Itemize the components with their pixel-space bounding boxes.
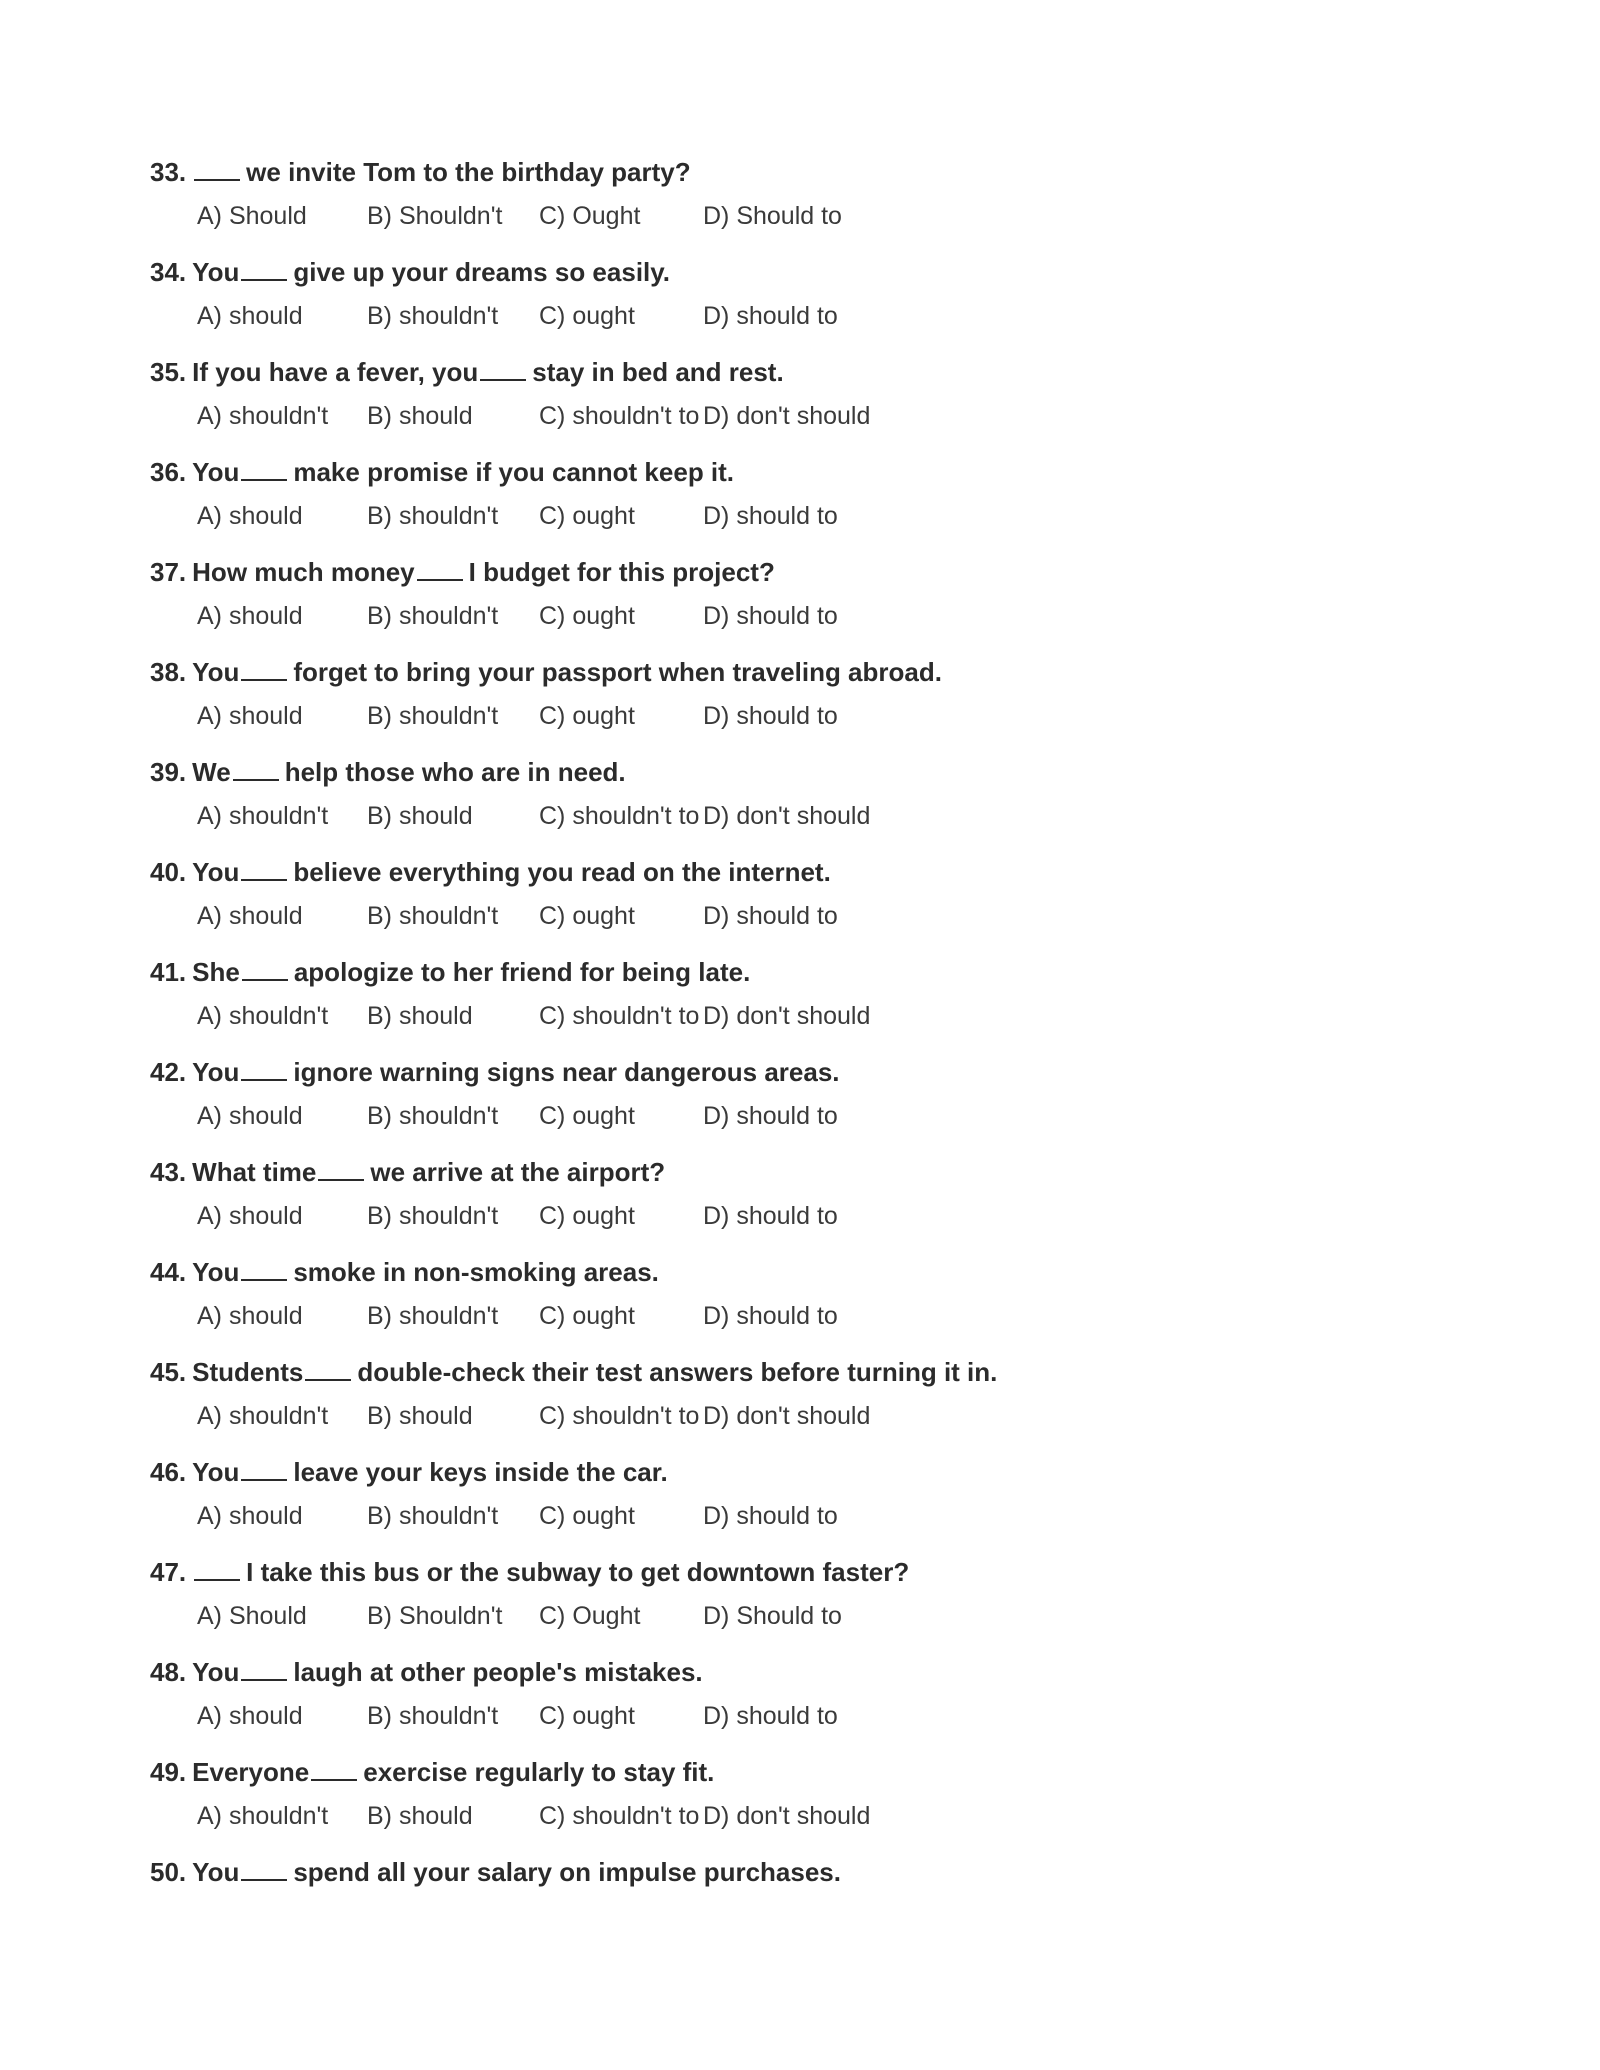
question-item	[150, 1350, 1450, 1450]
answer-option: A) shouldn't	[197, 802, 329, 830]
question-stem-after: forget to bring your passport when traveling abroad.	[293, 657, 942, 687]
answer-options	[150, 994, 1450, 1038]
answer-option: A) should	[197, 1502, 303, 1530]
question-number: 34.	[150, 257, 187, 287]
answer-options	[150, 1194, 1450, 1238]
question-item	[150, 250, 1450, 350]
answer-option: C) ought	[539, 902, 635, 930]
question-stem-after: stay in bed and rest.	[532, 357, 784, 387]
question-stem-after: laugh at other people's mistakes.	[293, 1657, 703, 1687]
answer-options	[150, 394, 1450, 438]
answer-blank	[241, 455, 287, 481]
question-number: 45.	[150, 1357, 187, 1387]
answer-option: C) shouldn't to	[539, 1002, 700, 1030]
answer-option: B) shouldn't	[367, 702, 499, 730]
question-text	[150, 1450, 1450, 1494]
question-item	[150, 1450, 1450, 1550]
question-stem-after: smoke in non-smoking areas.	[293, 1257, 659, 1287]
question-stem-before: You	[192, 257, 240, 287]
question-stem-after: spend all your salary on impulse purchases.	[293, 1857, 841, 1887]
question-text	[150, 1350, 1450, 1394]
answer-option: D) should to	[703, 502, 838, 530]
question-item	[150, 1550, 1450, 1650]
question-text	[150, 1750, 1450, 1794]
answer-option: C) shouldn't to	[539, 802, 700, 830]
question-text	[150, 1650, 1450, 1694]
question-number: 38.	[150, 657, 187, 687]
question-number: 50.	[150, 1857, 187, 1887]
question-stem-before: She	[192, 957, 240, 987]
answer-option: A) shouldn't	[197, 1402, 329, 1430]
question-item	[150, 1050, 1450, 1150]
answer-option: A) should	[197, 302, 303, 330]
answer-blank	[241, 855, 287, 881]
answer-blank	[242, 955, 288, 981]
question-text	[150, 1250, 1450, 1294]
question-stem-before: You	[192, 657, 240, 687]
answer-option: B) should	[367, 1002, 473, 1030]
answer-option: C) ought	[539, 302, 635, 330]
question-text	[150, 1150, 1450, 1194]
question-stem-before: You	[192, 1057, 240, 1087]
answer-option: B) Shouldn't	[367, 1602, 503, 1630]
answer-option: D) should to	[703, 1202, 838, 1230]
question-stem-before: If you have a fever, you	[192, 357, 479, 387]
answer-options	[150, 894, 1450, 938]
question-item	[150, 1850, 1450, 1950]
answer-blank	[233, 755, 279, 781]
question-item	[150, 750, 1450, 850]
question-stem-after: we arrive at the airport?	[370, 1157, 666, 1187]
question-number: 36.	[150, 457, 187, 487]
question-item	[150, 950, 1450, 1050]
answer-option: B) should	[367, 1402, 473, 1430]
question-stem-before: You	[192, 1657, 240, 1687]
question-text	[150, 250, 1450, 294]
answer-option: D) should to	[703, 602, 838, 630]
answer-blank	[241, 1255, 287, 1281]
answer-option: A) should	[197, 902, 303, 930]
question-stem-before: You	[192, 1857, 240, 1887]
answer-option: A) should	[197, 1702, 303, 1730]
question-number: 44.	[150, 1257, 187, 1287]
answer-options	[150, 1494, 1450, 1538]
answer-options	[150, 694, 1450, 738]
question-item	[150, 850, 1450, 950]
answer-options	[150, 1594, 1450, 1638]
question-stem-after: we invite Tom to the birthday party?	[246, 157, 691, 187]
question-stem-before: You	[192, 1457, 240, 1487]
answer-option: B) should	[367, 1802, 473, 1830]
answer-option: C) Ought	[539, 202, 641, 230]
question-number: 40.	[150, 857, 187, 887]
answer-options	[150, 1294, 1450, 1338]
answer-option: B) should	[367, 802, 473, 830]
question-stem-before: You	[192, 857, 240, 887]
answer-option: B) shouldn't	[367, 1502, 499, 1530]
question-item	[150, 150, 1450, 250]
question-stem-after: give up your dreams so easily.	[293, 257, 671, 287]
answer-option: C) ought	[539, 502, 635, 530]
answer-options	[150, 194, 1450, 238]
answer-blank	[194, 155, 240, 181]
answer-option: B) shouldn't	[367, 602, 499, 630]
question-stem-before: We	[192, 757, 231, 787]
answer-option: D) should to	[703, 902, 838, 930]
answer-option: B) shouldn't	[367, 1702, 499, 1730]
question-stem-before: Students	[192, 1357, 304, 1387]
question-text	[150, 650, 1450, 694]
question-stem-after: believe everything you read on the internet.	[293, 857, 831, 887]
answer-options	[150, 1694, 1450, 1738]
answer-blank	[305, 1355, 351, 1381]
answer-option: A) shouldn't	[197, 1002, 329, 1030]
answer-option: C) shouldn't to	[539, 1802, 700, 1830]
question-stem-before: You	[192, 457, 240, 487]
question-stem-after: make promise if you cannot keep it.	[293, 457, 735, 487]
question-stem-before: You	[192, 1257, 240, 1287]
question-stem-after: help those who are in need.	[284, 757, 626, 787]
question-text	[150, 350, 1450, 394]
question-text	[150, 1550, 1450, 1594]
answer-blank	[241, 1055, 287, 1081]
question-stem-before: How much money	[192, 557, 415, 587]
answer-option: D) should to	[703, 302, 838, 330]
question-stem-before: Everyone	[192, 1757, 310, 1787]
answer-options	[150, 294, 1450, 338]
question-number: 39.	[150, 757, 187, 787]
question-stem-after: double-check their test answers before turning it in.	[357, 1357, 998, 1387]
answer-option: B) Shouldn't	[367, 202, 503, 230]
question-number: 33.	[150, 157, 187, 187]
answer-option: C) ought	[539, 602, 635, 630]
question-number: 43.	[150, 1157, 187, 1187]
question-stem-after: ignore warning signs near dangerous areas.	[293, 1057, 840, 1087]
answer-option: C) Ought	[539, 1602, 641, 1630]
answer-options	[150, 794, 1450, 838]
answer-option: D) don't should	[703, 402, 871, 430]
answer-option: D) don't should	[703, 1002, 871, 1030]
question-item	[150, 1150, 1450, 1250]
question-stem-before: What time	[192, 1157, 317, 1187]
answer-option: B) shouldn't	[367, 1102, 499, 1130]
question-text	[150, 550, 1450, 594]
answer-blank	[318, 1155, 364, 1181]
question-item	[150, 650, 1450, 750]
answer-blank	[241, 1455, 287, 1481]
answer-option: C) ought	[539, 1702, 635, 1730]
answer-option: B) shouldn't	[367, 1202, 499, 1230]
question-item	[150, 450, 1450, 550]
answer-option: C) ought	[539, 702, 635, 730]
question-item	[150, 350, 1450, 450]
answer-option: A) shouldn't	[197, 1802, 329, 1830]
answer-option: A) should	[197, 502, 303, 530]
answer-option: C) ought	[539, 1302, 635, 1330]
question-number: 46.	[150, 1457, 187, 1487]
answer-option: D) don't should	[703, 802, 871, 830]
question-number: 47.	[150, 1557, 187, 1587]
question-text	[150, 850, 1450, 894]
answer-blank	[241, 655, 287, 681]
question-text	[150, 750, 1450, 794]
answer-option: D) should to	[703, 1702, 838, 1730]
answer-option: D) should to	[703, 1302, 838, 1330]
answer-options	[150, 594, 1450, 638]
answer-option: D) Should to	[703, 1602, 842, 1630]
answer-options	[150, 1394, 1450, 1438]
question-number: 42.	[150, 1057, 187, 1087]
question-number: 49.	[150, 1757, 187, 1787]
question-number: 35.	[150, 357, 187, 387]
answer-option: A) should	[197, 602, 303, 630]
answer-blank	[194, 1555, 240, 1581]
answer-options	[150, 1794, 1450, 1838]
question-text	[150, 1050, 1450, 1094]
question-list	[150, 150, 1450, 1950]
answer-option: A) shouldn't	[197, 402, 329, 430]
answer-blank	[417, 555, 463, 581]
answer-option: A) should	[197, 702, 303, 730]
answer-option: C) ought	[539, 1202, 635, 1230]
answer-blank	[241, 1855, 287, 1881]
answer-blank	[311, 1755, 357, 1781]
answer-option: B) shouldn't	[367, 1302, 499, 1330]
question-number: 37.	[150, 557, 187, 587]
question-item	[150, 550, 1450, 650]
answer-option: A) Should	[197, 1602, 307, 1630]
question-text	[150, 150, 1450, 194]
answer-option: B) shouldn't	[367, 302, 499, 330]
question-number: 48.	[150, 1657, 187, 1687]
answer-option: D) don't should	[703, 1802, 871, 1830]
answer-option: D) don't should	[703, 1402, 871, 1430]
answer-option: B) should	[367, 402, 473, 430]
question-text	[150, 1850, 1450, 1894]
answer-blank	[241, 255, 287, 281]
answer-option: C) shouldn't to	[539, 402, 700, 430]
answer-option: D) should to	[703, 702, 838, 730]
answer-option: A) should	[197, 1102, 303, 1130]
answer-blank	[480, 355, 526, 381]
answer-option: D) should to	[703, 1102, 838, 1130]
answer-blank	[241, 1655, 287, 1681]
answer-option: B) shouldn't	[367, 902, 499, 930]
answer-option: A) Should	[197, 202, 307, 230]
question-number: 41.	[150, 957, 187, 987]
answer-option: C) ought	[539, 1102, 635, 1130]
question-stem-after: leave your keys inside the car.	[293, 1457, 668, 1487]
question-item	[150, 1750, 1450, 1850]
answer-options	[150, 494, 1450, 538]
question-stem-after: apologize to her friend for being late.	[293, 957, 751, 987]
answer-options	[150, 1094, 1450, 1138]
question-item	[150, 1250, 1450, 1350]
answer-option: A) should	[197, 1202, 303, 1230]
answer-option: D) Should to	[703, 202, 842, 230]
answer-option: C) ought	[539, 1502, 635, 1530]
answer-option: A) should	[197, 1302, 303, 1330]
question-stem-after: I budget for this project?	[468, 557, 775, 587]
question-text	[150, 950, 1450, 994]
answer-option: B) shouldn't	[367, 502, 499, 530]
answer-option: C) shouldn't to	[539, 1402, 700, 1430]
question-stem-after: exercise regularly to stay fit.	[363, 1757, 715, 1787]
question-text	[150, 450, 1450, 494]
answer-option: D) should to	[703, 1502, 838, 1530]
question-stem-after: I take this bus or the subway to get downtown faster?	[246, 1557, 910, 1587]
question-item	[150, 1650, 1450, 1750]
